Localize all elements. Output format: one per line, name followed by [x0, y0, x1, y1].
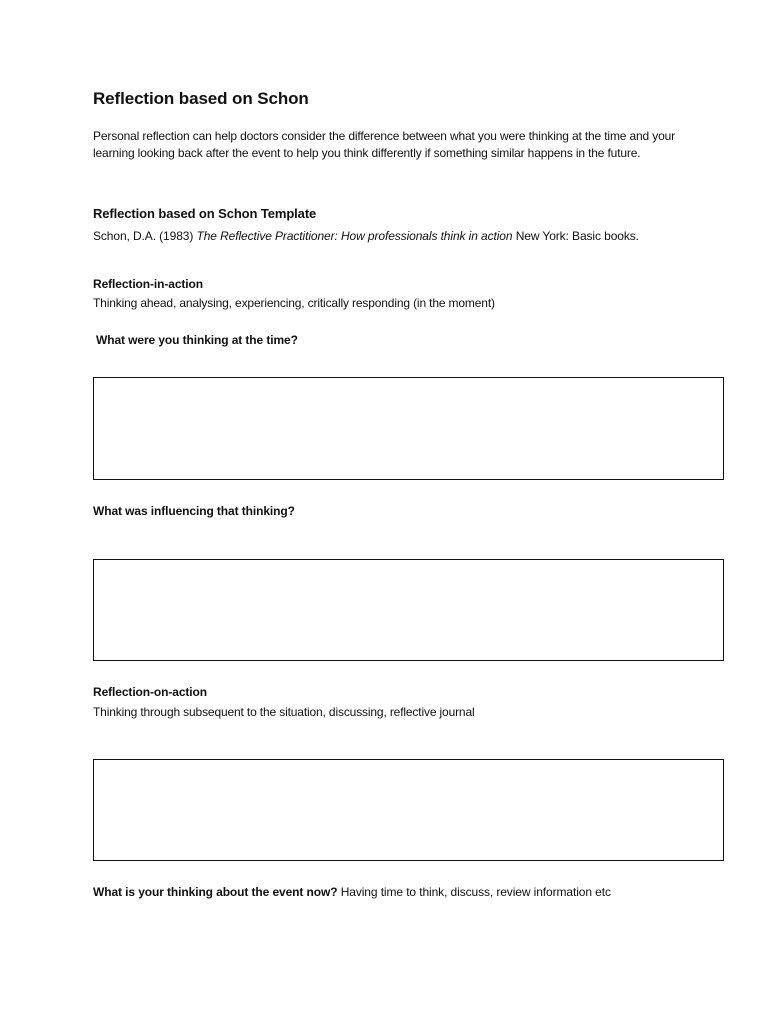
question-thinking-now	[93, 885, 611, 899]
template-heading: Reflection based on Schon Template	[93, 206, 317, 221]
reflection-in-action-description: Thinking ahead, analysing, experiencing, critically responding (in the moment)	[93, 296, 495, 310]
reflection-on-action-description: Thinking through subsequent to the situation, discussing, reflective journal	[93, 705, 475, 719]
question-thinking-now-main: What is your thinking about the event now?	[93, 885, 338, 899]
question-influencing-thinking: What was influencing that thinking?	[93, 504, 295, 518]
answer-box-influencing-thinking[interactable]	[93, 559, 724, 661]
intro-paragraph: Personal reflection can help doctors consider the difference between what you were thinking at the time and your learning looking back after the event to help you think differently if something similar happens in the future.	[93, 129, 675, 160]
citation	[93, 228, 673, 245]
answer-box-reflection-on-action[interactable]	[93, 759, 724, 861]
question-thinking-at-time: What were you thinking at the time?	[96, 333, 298, 347]
citation-work-title: The Reflective Practitioner: How professionals think in action	[196, 229, 513, 243]
question-thinking-now-detail: Having time to think, discuss, review information etc	[340, 885, 611, 899]
citation-author: Schon, D.A. (1983)	[93, 229, 194, 243]
citation-publisher: New York: Basic books.	[515, 229, 639, 243]
answer-box-thinking-at-time[interactable]	[93, 377, 724, 480]
page-title: Reflection based on Schon	[93, 89, 309, 108]
reflection-in-action-heading: Reflection-in-action	[93, 277, 204, 291]
reflection-on-action-heading: Reflection-on-action	[93, 685, 207, 699]
